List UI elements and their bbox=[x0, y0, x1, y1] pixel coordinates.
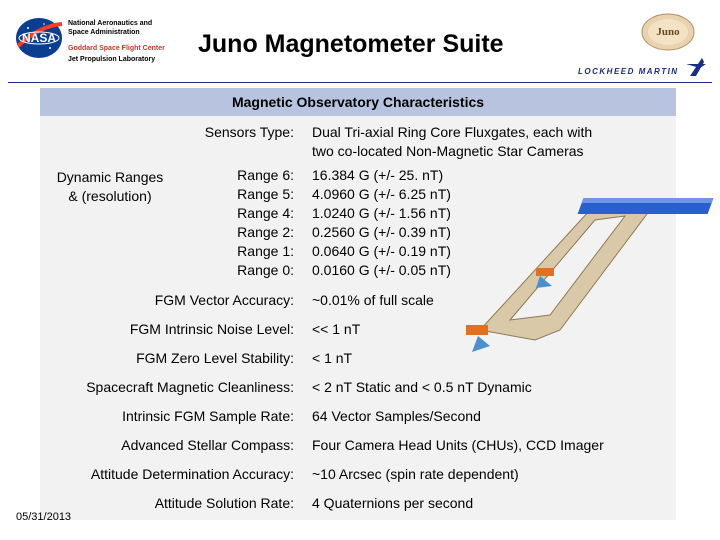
range-value: 0.0160 G (+/- 0.05 nT) bbox=[312, 262, 451, 278]
dynamic-ranges-label-line2: & (resolution) bbox=[68, 188, 152, 204]
sensors-type-value-line2: two co-located Non-Magnetic Star Cameras bbox=[312, 143, 584, 159]
footer-date: 05/31/2013 bbox=[16, 511, 72, 523]
header-divider bbox=[8, 82, 712, 83]
agency-name-line1: National Aeronautics and bbox=[68, 20, 153, 27]
attitude-solution-rate-label: Attitude Solution Rate: bbox=[154, 495, 294, 511]
sensors-type-value-line1: Dual Tri-axial Ring Core Fluxgates, each with bbox=[312, 124, 593, 140]
attitude-determination-accuracy-value: ~10 Arcsec (spin rate dependent) bbox=[312, 466, 519, 482]
svg-text:NASA: NASA bbox=[21, 31, 57, 45]
range-value: 4.0960 G (+/- 6.25 nT) bbox=[312, 186, 451, 202]
dynamic-ranges-label-line1: Dynamic Ranges bbox=[56, 169, 164, 185]
juno-logo-text: Juno bbox=[656, 26, 680, 38]
lm-logo-text: LOCKHEED MARTIN bbox=[578, 67, 679, 76]
fgm-zero-level-stability-value: < 1 nT bbox=[312, 350, 353, 366]
attitude-determination-accuracy-label: Attitude Determination Accuracy: bbox=[90, 466, 294, 482]
gsfc-label: Goddard Space Flight Center bbox=[68, 45, 165, 52]
spacecraft-magnetic-cleanliness-label: Spacecraft Magnetic Cleanliness: bbox=[86, 379, 294, 395]
range-label: Range 1: bbox=[237, 243, 294, 259]
range-label: Range 4: bbox=[237, 205, 294, 221]
advanced-stellar-compass-label: Advanced Stellar Compass: bbox=[121, 437, 294, 453]
juno-mission-logo bbox=[640, 12, 696, 52]
agency-name-line2: Space Administration bbox=[68, 29, 140, 36]
range-label: Range 6: bbox=[237, 167, 294, 183]
fgm-vector-accuracy-label: FGM Vector Accuracy: bbox=[154, 292, 294, 308]
intrinsic-fgm-sample-rate-value: 64 Vector Samples/Second bbox=[312, 408, 481, 424]
intrinsic-fgm-sample-rate-label: Intrinsic FGM Sample Rate: bbox=[122, 408, 294, 424]
magnetometer-boom-illustration bbox=[440, 180, 720, 360]
range-value: 0.0640 G (+/- 0.19 nT) bbox=[312, 243, 451, 259]
panel-heading-bar bbox=[40, 88, 676, 116]
page-title: Juno Magnetometer Suite bbox=[198, 30, 504, 58]
range-value: 1.0240 G (+/- 1.56 nT) bbox=[312, 205, 451, 221]
fgm-intrinsic-noise-label: FGM Intrinsic Noise Level: bbox=[129, 321, 294, 337]
range-value: 0.2560 G (+/- 0.39 nT) bbox=[312, 224, 451, 240]
attitude-solution-rate-value: 4 Quaternions per second bbox=[312, 495, 474, 511]
lockheed-martin-logo bbox=[578, 54, 708, 80]
panel-heading: Magnetic Observatory Characteristics bbox=[231, 94, 485, 110]
range-label: Range 0: bbox=[237, 262, 294, 278]
advanced-stellar-compass-value: Four Camera Head Units (CHUs), CCD Imager bbox=[312, 437, 604, 453]
sensors-type-label: Sensors Type: bbox=[204, 124, 294, 140]
range-label: Range 5: bbox=[237, 186, 294, 202]
range-value: 16.384 G (+/- 25. nT) bbox=[312, 167, 444, 183]
fgm-vector-accuracy-value: ~0.01% of full scale bbox=[312, 292, 434, 308]
nasa-logo-icon bbox=[14, 16, 64, 60]
fgm-intrinsic-noise-value: << 1 nT bbox=[312, 321, 361, 337]
spacecraft-magnetic-cleanliness-value: < 2 nT Static and < 0.5 nT Dynamic bbox=[312, 379, 532, 395]
fgm-zero-level-stability-label: FGM Zero Level Stability: bbox=[136, 350, 294, 366]
jpl-label: Jet Propulsion Laboratory bbox=[68, 56, 156, 63]
range-label: Range 2: bbox=[237, 224, 294, 240]
